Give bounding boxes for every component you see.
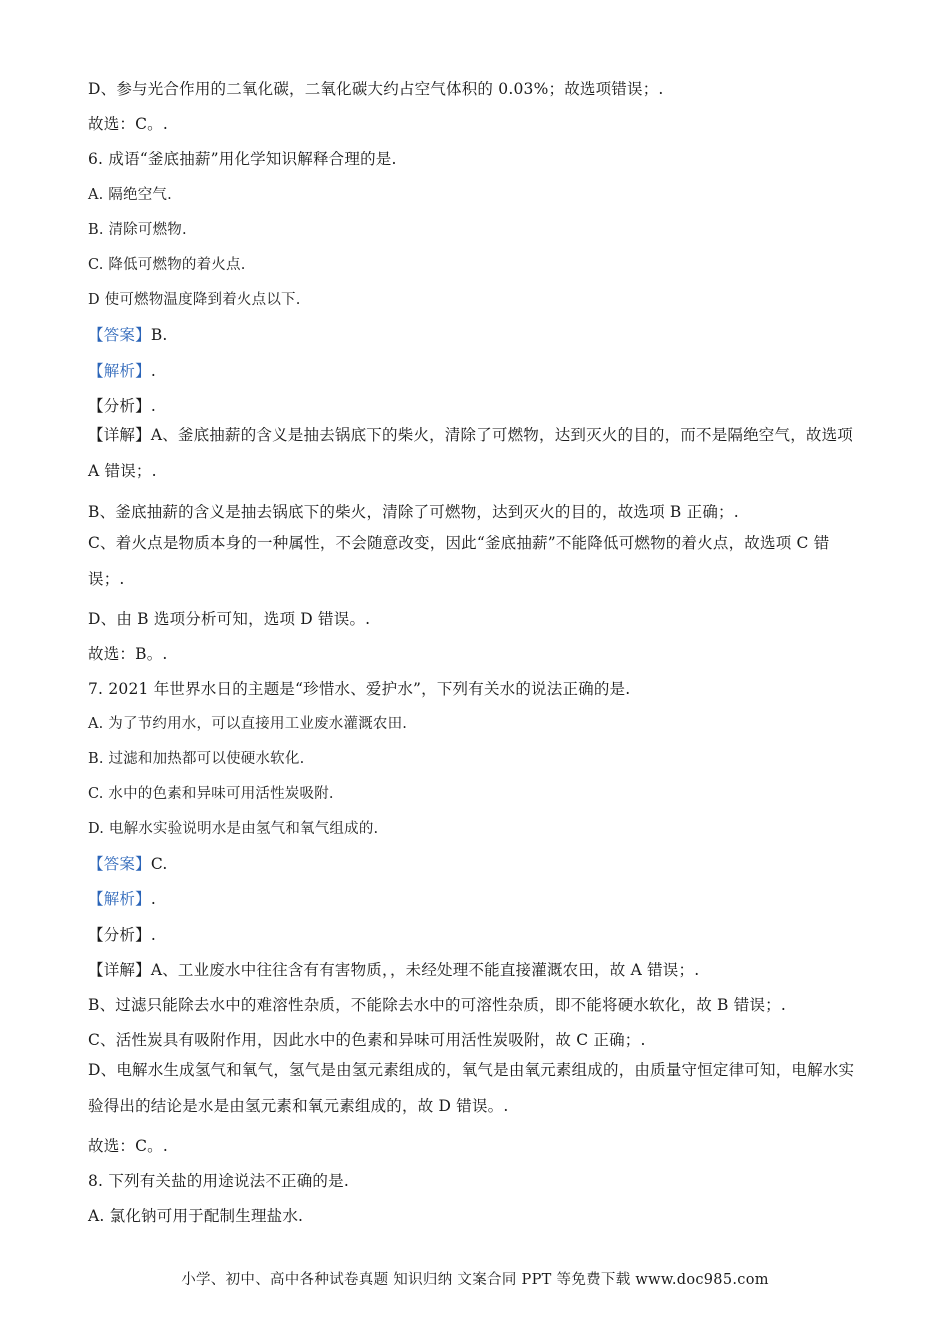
- fenxi-tag: 【分析】: [88, 926, 151, 944]
- fenxi-value: .: [150, 397, 156, 415]
- detail-text: A、工业废水中往往含有有害物质，，未经处理不能直接灌溉农田，故 A 错误；.: [150, 961, 700, 979]
- fenxi-tag: 【分析】: [88, 397, 151, 415]
- q6-answer: [88, 324, 168, 346]
- q6-detail-b: B、釜底抽薪的含义是抽去锅底下的柴火，清除了可燃物，达到灭火的目的，故选项 B 正确；.: [88, 503, 739, 521]
- xiangjie-tag: 【详解】: [88, 426, 151, 444]
- q7-detail-c: C、活性炭具有吸附作用，因此水中的色素和异味可用活性炭吸附，故 C 正确；.: [88, 1031, 646, 1049]
- q8-stem: 8. 下列有关盐的用途说法不正确的是.: [88, 1172, 349, 1190]
- q7-option-a: A. 为了节约用水，可以直接用工业废水灌溉农田.: [88, 716, 408, 732]
- q6-stem: 6. 成语“釜底抽薪”用化学知识解释合理的是.: [88, 150, 397, 168]
- q5-final-choice: 故选：C。.: [88, 115, 168, 133]
- answer-value: C.: [150, 855, 168, 873]
- q7-stem: 7. 2021 年世界水日的主题是“珍惜水、爱护水”，下列有关水的说法正确的是.: [88, 680, 631, 698]
- jiexi-tag: 【解析】: [88, 362, 151, 380]
- answer-tag: 【答案】: [88, 326, 151, 344]
- q7-answer: [88, 853, 167, 875]
- q6-detail-a: [88, 417, 858, 489]
- q6-option-d: D 使可燃物温度降到着火点以下.: [88, 292, 301, 308]
- q6-jiexi: [88, 360, 156, 382]
- q5-option-d-explanation: D、参与光合作用的二氧化碳，二氧化碳大约占空气体积的 0.03%；故选项错误；.: [88, 80, 664, 98]
- q7-detail-a: [88, 959, 699, 981]
- q7-detail-d: D、电解水生成氢气和氧气，氢气是由氢元素组成的，氧气是由氧元素组成的，由质量守恒定律可知，电解水实验得出的结论是水是由氢元素和氧元素组成的，故 D 错误。.: [88, 1061, 855, 1115]
- q7-option-b: B. 过滤和加热都可以使硬水软化.: [88, 751, 305, 767]
- q7-option-d: D. 电解水实验说明水是由氢气和氧气组成的.: [88, 821, 379, 837]
- answer-tag: 【答案】: [88, 855, 151, 873]
- q6-detail-c: C、着火点是物质本身的一种属性，不会随意改变，因此“釜底抽薪”不能降低可燃物的着火点，故选项 C 错误；.: [88, 534, 830, 588]
- q6-option-b: B. 清除可燃物.: [88, 222, 187, 238]
- detail-text: A、釜底抽薪的含义是抽去锅底下的柴火，清除了可燃物，达到灭火的目的，而不是隔绝空气，故选项 A 错误；.: [88, 426, 854, 480]
- q6-option-c: C. 降低可燃物的着火点.: [88, 257, 246, 273]
- jiexi-tag: 【解析】: [88, 890, 151, 908]
- q6-detail-d: D、由 B 选项分析可知，选项 D 错误。.: [88, 610, 371, 628]
- page-footer: 小学、初中、高中各种试卷真题 知识归纳 文案合同 PPT 等免费下载 www.doc985.com: [181, 1272, 769, 1288]
- jiexi-value: .: [150, 890, 156, 908]
- q7-final-choice: 故选：C。.: [88, 1137, 168, 1155]
- q6-fenxi: [88, 395, 156, 417]
- q7-fenxi: [88, 924, 156, 946]
- xiangjie-tag: 【详解】: [88, 961, 151, 979]
- q7-jiexi: [88, 888, 156, 910]
- q7-detail-b: B、过滤只能除去水中的难溶性杂质，不能除去水中的可溶性杂质，即不能将硬水软化，故 B 错误；.: [88, 996, 786, 1014]
- jiexi-value: .: [150, 362, 156, 380]
- q6-option-a: A. 隔绝空气.: [88, 187, 172, 203]
- q7-option-c: C. 水中的色素和异味可用活性炭吸附.: [88, 786, 334, 802]
- fenxi-value: .: [150, 926, 156, 944]
- q8-option-a: A. 氯化钠可用于配制生理盐水.: [88, 1207, 304, 1225]
- q6-final-choice: 故选：B。.: [88, 645, 168, 663]
- answer-value: B.: [150, 326, 168, 344]
